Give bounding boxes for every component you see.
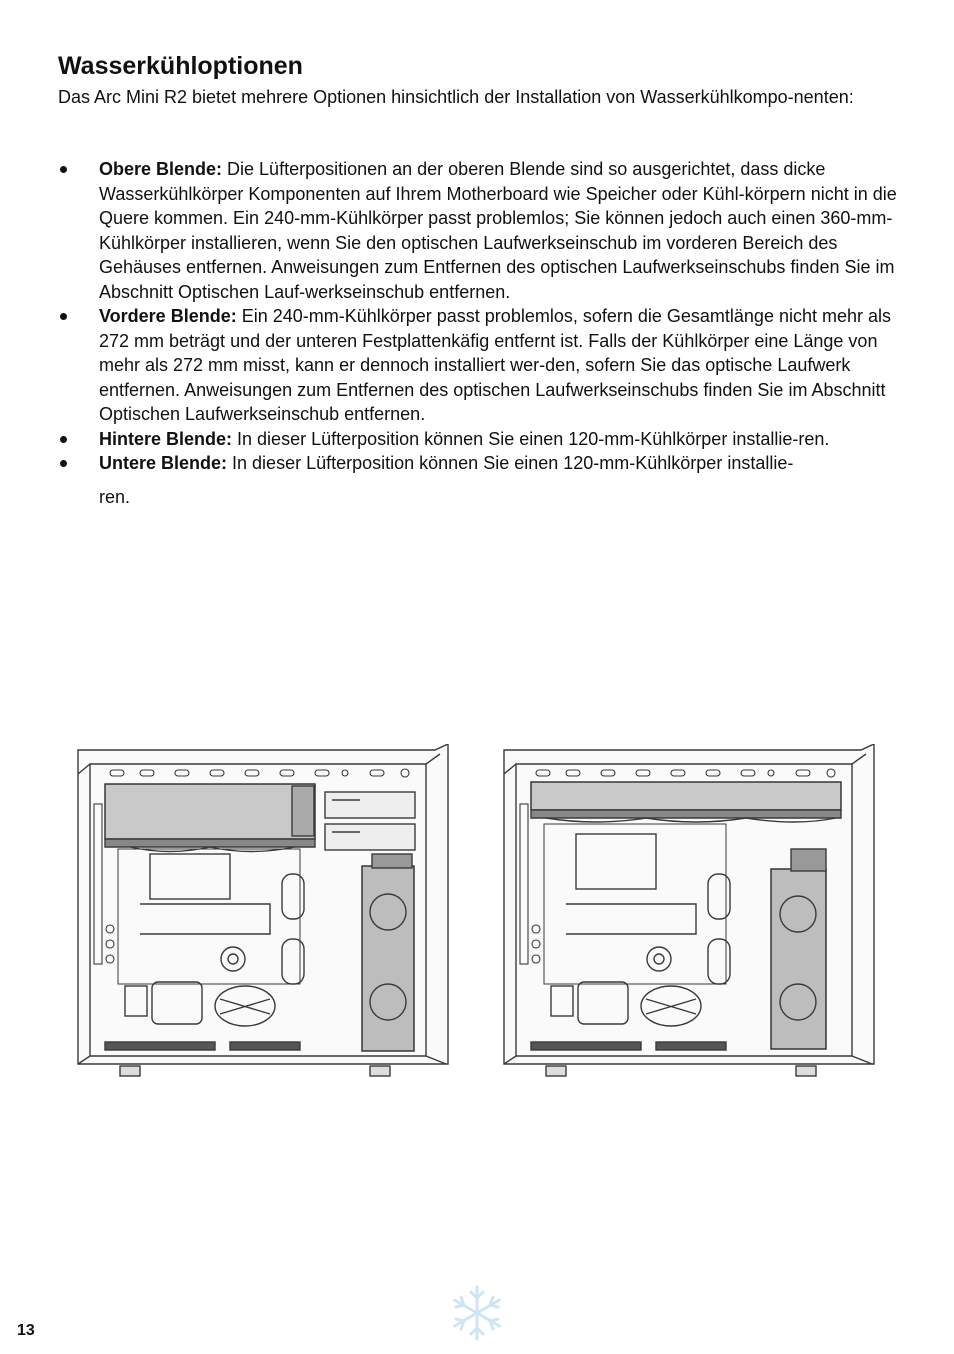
page-number: 13 [17, 1322, 35, 1339]
list-item [58, 427, 898, 452]
item-text: In dieser Lüfterposition können Sie einen 120-mm-Kühlkörper installie- [227, 453, 794, 473]
item-label: Untere Blende: [99, 453, 228, 473]
bullet-dot [60, 460, 67, 467]
item-text: Die Lüfterpositionen an der oberen Blende sind so ausgerichtet, dass dicke Wasserkühlkörper Komponenten auf Ihrem Motherboard wie Speicher oder Kühl-körpern nicht in die Quere kommen. Ein 240-mm-Kühlkörper passt problemlos; Sie können jedoch auch einen 360-mm-Kühlkörper installieren, wenn Sie den optischen Laufwerkseinschub im vorderen Bereich des Gehäuses entfernen. Anweisungen zum Entfernen des optischen Laufwerkseinschubs finden Sie im Abschnitt Optischen Lauf-werkseinschub entfernen. [99, 159, 897, 302]
list-item [58, 304, 898, 427]
item-label: Obere Blende: [99, 159, 223, 179]
bullet-dot [60, 313, 67, 320]
case-illustration-360-radiator [496, 744, 896, 1084]
bullet-dot [60, 166, 67, 173]
intro-paragraph: Das Arc Mini R2 bietet mehrere Optionen hinsichtlich der Installation von Wasserkühlkompo-nenten: [58, 87, 854, 107]
option-list [58, 157, 898, 509]
item-text-tail: ren. [99, 486, 131, 507]
list-item [58, 157, 898, 304]
item-label: Hintere Blende: [99, 428, 233, 449]
item-text: In dieser Lüfterposition können Sie einen 120-mm-Kühlkörper installie-ren. [232, 428, 830, 449]
snowflake-icon [447, 1283, 507, 1343]
case-illustration-top-radiator [70, 744, 470, 1084]
item-text: Ein 240-mm-Kühlkörper passt problemlos, sofern die Gesamtlänge nicht mehr als 272 mm beträgt und der unteren Festplattenkäfig entfernt ist. Falls der Kühlkörper eine Länge von mehr als 272 mm misst, kann er dennoch installiert wer-den, sofern Sie das optische Laufwerk entfernen. Anweisungen zum Entfernen des optischen Laufwerkseinschubs finden Sie im Abschnitt Optischen Laufwerkseinschub entfernen. [99, 306, 891, 424]
bullet-dot [60, 436, 67, 443]
list-item [58, 451, 898, 509]
item-label: Vordere Blende: [99, 306, 237, 326]
page-title: Wasserkühloptionen [58, 52, 303, 80]
